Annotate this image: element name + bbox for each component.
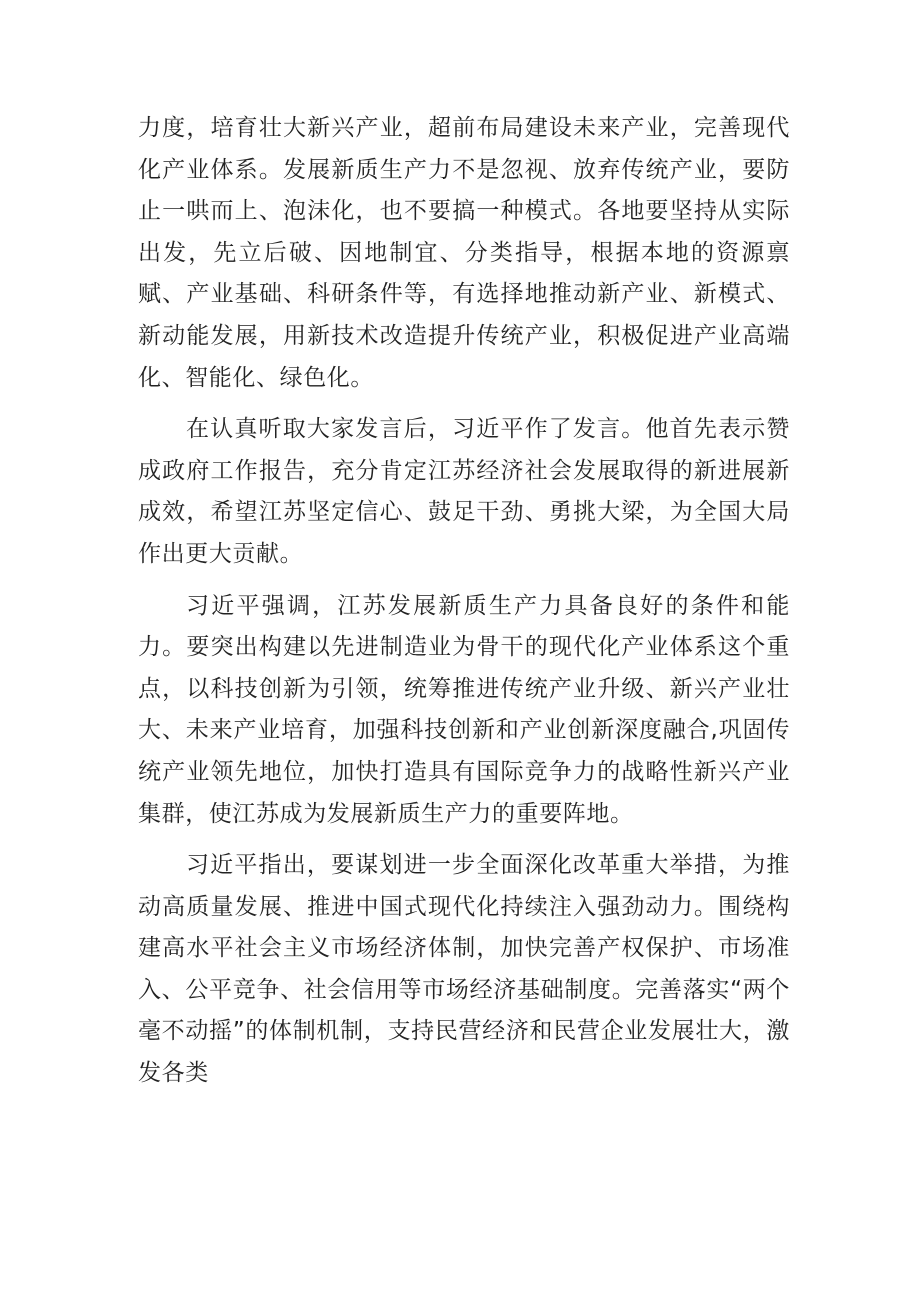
document-body (138, 108, 790, 1095)
paragraph-3: 习近平强调，江苏发展新质生产力具备良好的条件和能力。要突出构建以先进制造业为骨干的现代化产业体系这个重点，以科技创新为引领，统筹推进传统产业升级、新兴产业壮大、未来产业培育，加强科技创新和产业创新深度融合,巩固传统产业领先地位，加快打造具有国际竞争力的战略性新兴产业集群，使江苏成为发展新质生产力的重要阵地。 (138, 592, 790, 827)
paragraph-1: 力度，培育壮大新兴产业，超前布局建设未来产业，完善现代化产业体系。发展新质生产力不是忽视、放弃传统产业，要防止一哄而上、泡沫化，也不要搞一种模式。各地要坚持从实际出发，先立后破、因地制宜、分类指导，根据本地的资源禀赋、产业基础、科研条件等，有选择地推动新产业、新模式、新动能发展，用新技术改造提升传统产业，积极促进产业高端化、智能化、绿色化。 (138, 115, 790, 391)
paragraph-2: 在认真听取大家发言后，习近平作了发言。他首先表示赞成政府工作报告，充分肯定江苏经济社会发展取得的新进展新成效，希望江苏坚定信心、鼓足干劲、勇挑大梁，为全国大局作出更大贡献。 (138, 416, 790, 567)
paragraph-4: 习近平指出，要谋划进一步全面深化改革重大举措，为推动高质量发展、推进中国式现代化持续注入强劲动力。围绕构建高水平社会主义市场经济体制，加快完善产权保护、市场准入、公平竞争、社会信用等市场经济基础制度。完善落实“两个毫不动摇”的体制机制，支持民营经济和民营企业发展壮大，激发各类 (138, 852, 790, 1087)
